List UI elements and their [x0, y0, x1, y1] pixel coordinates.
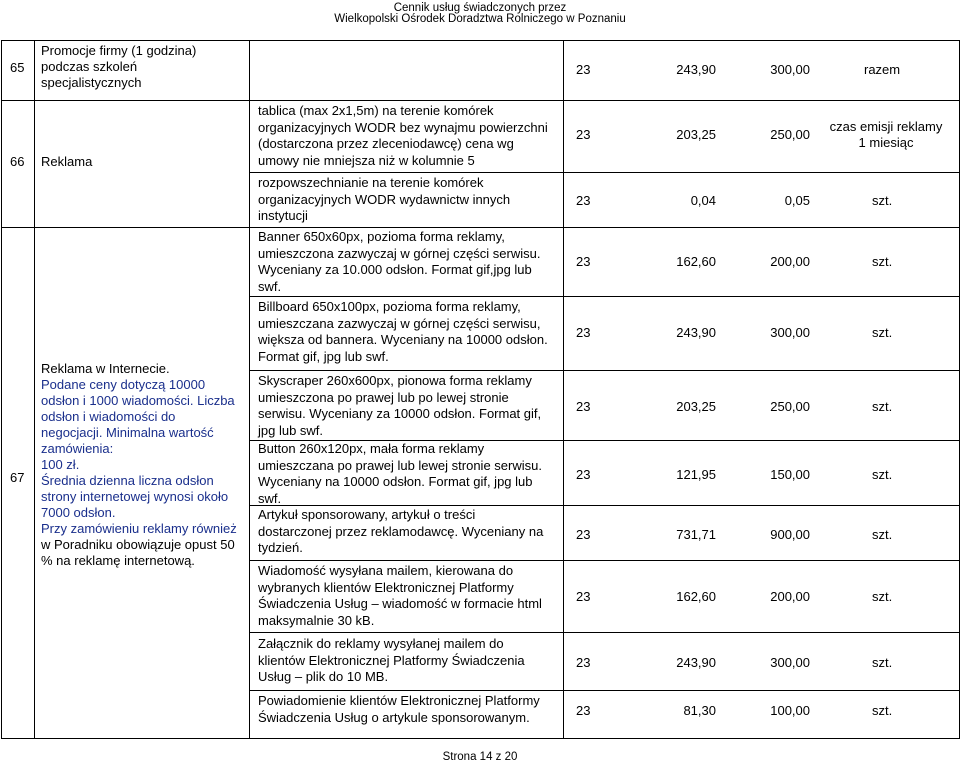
unit-label: szt.: [872, 589, 893, 604]
unit-label: szt.: [872, 193, 893, 208]
vat-rate: 23: [576, 62, 591, 77]
description-line: większa od bannera. Wyceniany na 10000 odsłon.: [258, 332, 548, 347]
row-divider: [249, 227, 959, 228]
description-line: jpg lub swf.: [258, 422, 324, 438]
gross-price: 300,00: [770, 325, 810, 340]
header-title-line2: Wielkopolski Ośrodek Doradztwa Rolniczego w Poznaniu: [334, 13, 626, 25]
row-divider: [249, 370, 959, 371]
description-line: dostarczonej przez reklamodawcę. Wyceniany na: [258, 523, 544, 539]
description-line: Skyscraper 260x600px, pionowa forma reklamy: [258, 373, 532, 388]
row-name-line: specjalistycznych: [41, 75, 142, 90]
description-line: Wiadomość wysyłana mailem, kierowana do: [258, 563, 514, 578]
row-number-65: 65: [10, 60, 25, 75]
service-description: [258, 441, 558, 507]
unit-label: szt.: [872, 399, 893, 414]
description-line: Wyceniany na 10000 odsłon. Format gif, jpg lub: [258, 474, 533, 489]
row-divider: [249, 560, 959, 561]
unit-line: czas emisji reklamy: [829, 119, 943, 134]
vat-rate: 23: [576, 399, 591, 414]
row-divider: [249, 632, 959, 633]
row-name-line: Promocje firmy (1 godzina): [41, 43, 197, 58]
row-divider: [1, 227, 249, 228]
row-name-line: 7000 odsłon.: [41, 505, 116, 520]
row-name-line: negocjacji. Minimalna wartość: [41, 425, 214, 440]
service-description: [258, 507, 558, 557]
gross-price: 200,00: [770, 254, 810, 269]
description-line: rozpowszechnianie na terenie komórek: [258, 175, 484, 190]
vat-rate: 23: [576, 254, 591, 269]
description-line: umieszczana zazwyczaj w górnej części serwisu,: [258, 315, 541, 331]
description-line: Banner 650x60px, pozioma forma reklamy,: [258, 229, 505, 244]
net-price: 81,30: [683, 703, 716, 718]
net-price: 0,04: [690, 193, 716, 208]
net-price: 243,90: [676, 325, 716, 340]
description-line: Wyceniany za 10.000 odsłon. Format gif,jpg lub: [258, 262, 532, 277]
row-divider: [1, 100, 959, 101]
row-name-line: Średnia dzienna liczna odsłon: [41, 473, 214, 488]
row-divider: [249, 296, 959, 297]
table-top-border: [1, 40, 959, 41]
gross-price: 900,00: [770, 527, 810, 542]
net-price: 203,25: [676, 399, 716, 414]
net-price: 203,25: [676, 127, 716, 142]
description-line: umieszczana po prawej lub lewej stronie serwisu.: [258, 457, 542, 473]
row-name-line: Reklama w Internecie.: [41, 361, 170, 376]
row-name-line: 100 zł.: [41, 457, 80, 472]
description-line: (dostarczona przez zleceniodawcę) cena wg: [258, 136, 514, 151]
unit-label: szt.: [872, 527, 893, 542]
description-line: Świadczenia Usług o artykule sponsorowanym.: [258, 709, 530, 725]
row-name-line: % na reklamę internetową.: [41, 553, 195, 568]
row-name-line: w Poradniku obowiązuje opust 50: [41, 537, 235, 552]
description-line: umowy nie mniejsza niż w kolumnie 5: [258, 152, 475, 168]
vat-rate: 23: [576, 193, 591, 208]
description-line: tydzień.: [258, 540, 303, 555]
row-name-line: odsłon i 1000 wiadomości. Liczba: [41, 393, 235, 408]
row-name-66: Reklama: [41, 154, 93, 169]
net-price: 121,95: [676, 467, 716, 482]
description-line: swf.: [258, 490, 282, 506]
col-divider: [563, 40, 564, 739]
gross-price: 200,00: [770, 589, 810, 604]
description-line: Załącznik do reklamy wysyłanej mailem do: [258, 636, 504, 651]
gross-price: 250,00: [770, 127, 810, 142]
description-line: serwisu. Wyceniany za 10000 odsłon. Format gif,: [258, 406, 542, 421]
gross-price: 0,05: [784, 193, 810, 208]
service-description: [258, 103, 558, 169]
row-divider: [249, 690, 959, 691]
page-number: Strona 14 z 20: [442, 751, 518, 763]
vat-rate: 23: [576, 703, 591, 718]
net-price: 162,60: [676, 589, 716, 604]
row-name-65: [41, 43, 196, 91]
row-name-line: odsłon i wiadomości do: [41, 409, 176, 424]
service-description: [258, 636, 558, 686]
description-line: klientów Elektronicznej Platformy Świadczenia: [258, 652, 525, 668]
unit-label: szt.: [872, 325, 893, 340]
description-line: maksymalnie 30 kB.: [258, 612, 375, 628]
vat-rate: 23: [576, 589, 591, 604]
gross-price: 300,00: [770, 62, 810, 77]
gross-price: 250,00: [770, 399, 810, 414]
unit-line: 1 miesiąc: [858, 135, 914, 150]
row-name-line: strony internetowej wynosi około: [41, 489, 229, 504]
unit-label: razem: [864, 62, 901, 77]
gross-price: 100,00: [770, 703, 810, 718]
row-name-line: Przy zamówieniu reklamy również: [41, 521, 237, 536]
col-divider: [34, 40, 35, 739]
description-line: Powiadomienie klientów Elektronicznej Platformy: [258, 693, 540, 708]
description-line: Artykuł sponsorowany, artykuł o treści: [258, 507, 476, 522]
description-line: Button 260x120px, mała forma reklamy: [258, 441, 485, 456]
row-name-line: zamówienia:: [41, 441, 114, 456]
description-line: umieszczona po prawej lub po lewej stronie: [258, 389, 509, 405]
description-line: Usług – plik do 10 MB.: [258, 669, 389, 684]
service-description: [258, 373, 558, 439]
service-description: [258, 175, 558, 225]
service-description: [258, 299, 558, 365]
net-price: 243,90: [676, 62, 716, 77]
net-price: 243,90: [676, 655, 716, 670]
row-name-67: [41, 361, 237, 569]
vat-rate: 23: [576, 467, 591, 482]
service-description: [258, 229, 558, 295]
row-name-line: Podane ceny dotyczą 10000: [41, 377, 206, 392]
vat-rate: 23: [576, 655, 591, 670]
vat-rate: 23: [576, 527, 591, 542]
row-name-line: podczas szkoleń: [41, 59, 138, 74]
col-divider: [249, 40, 250, 739]
unit-label: szt.: [872, 254, 893, 269]
gross-price: 300,00: [770, 655, 810, 670]
unit-label: szt.: [872, 655, 893, 670]
description-line: instytucji: [258, 208, 308, 223]
unit-label: [816, 119, 956, 151]
description-line: organizacyjnych WODR bez wynajmu powierzchni: [258, 119, 548, 135]
unit-label: szt.: [872, 703, 893, 718]
vat-rate: 23: [576, 325, 591, 340]
table-bottom-border: [1, 738, 959, 739]
row-number-67: 67: [10, 470, 25, 485]
net-price: 162,60: [676, 254, 716, 269]
description-line: organizacyjnych WODR wydawnictw innych: [258, 191, 511, 207]
description-line: swf.: [258, 278, 282, 294]
description-line: Format gif, jpg lub swf.: [258, 348, 389, 364]
service-description: [258, 693, 558, 726]
vat-rate: 23: [576, 127, 591, 142]
gross-price: 150,00: [770, 467, 810, 482]
row-number-66: 66: [10, 154, 25, 169]
row-divider: [249, 172, 959, 173]
col-divider: [1, 40, 2, 739]
net-price: 731,71: [676, 527, 716, 542]
description-line: wybranych klientów Elektronicznej Platformy: [258, 579, 514, 595]
description-line: Świadczenia Usług – wiadomość w formacie html: [258, 596, 542, 611]
unit-label: szt.: [872, 467, 893, 482]
description-line: tablica (max 2x1,5m) na terenie komórek: [258, 103, 494, 118]
service-description: [258, 563, 558, 629]
description-line: umieszczona zazwyczaj w górnej części serwisu.: [258, 245, 541, 261]
description-line: Billboard 650x100px, pozioma forma reklamy,: [258, 299, 521, 314]
header-title-line1: Cennik usług świadczonych przez: [393, 2, 567, 14]
